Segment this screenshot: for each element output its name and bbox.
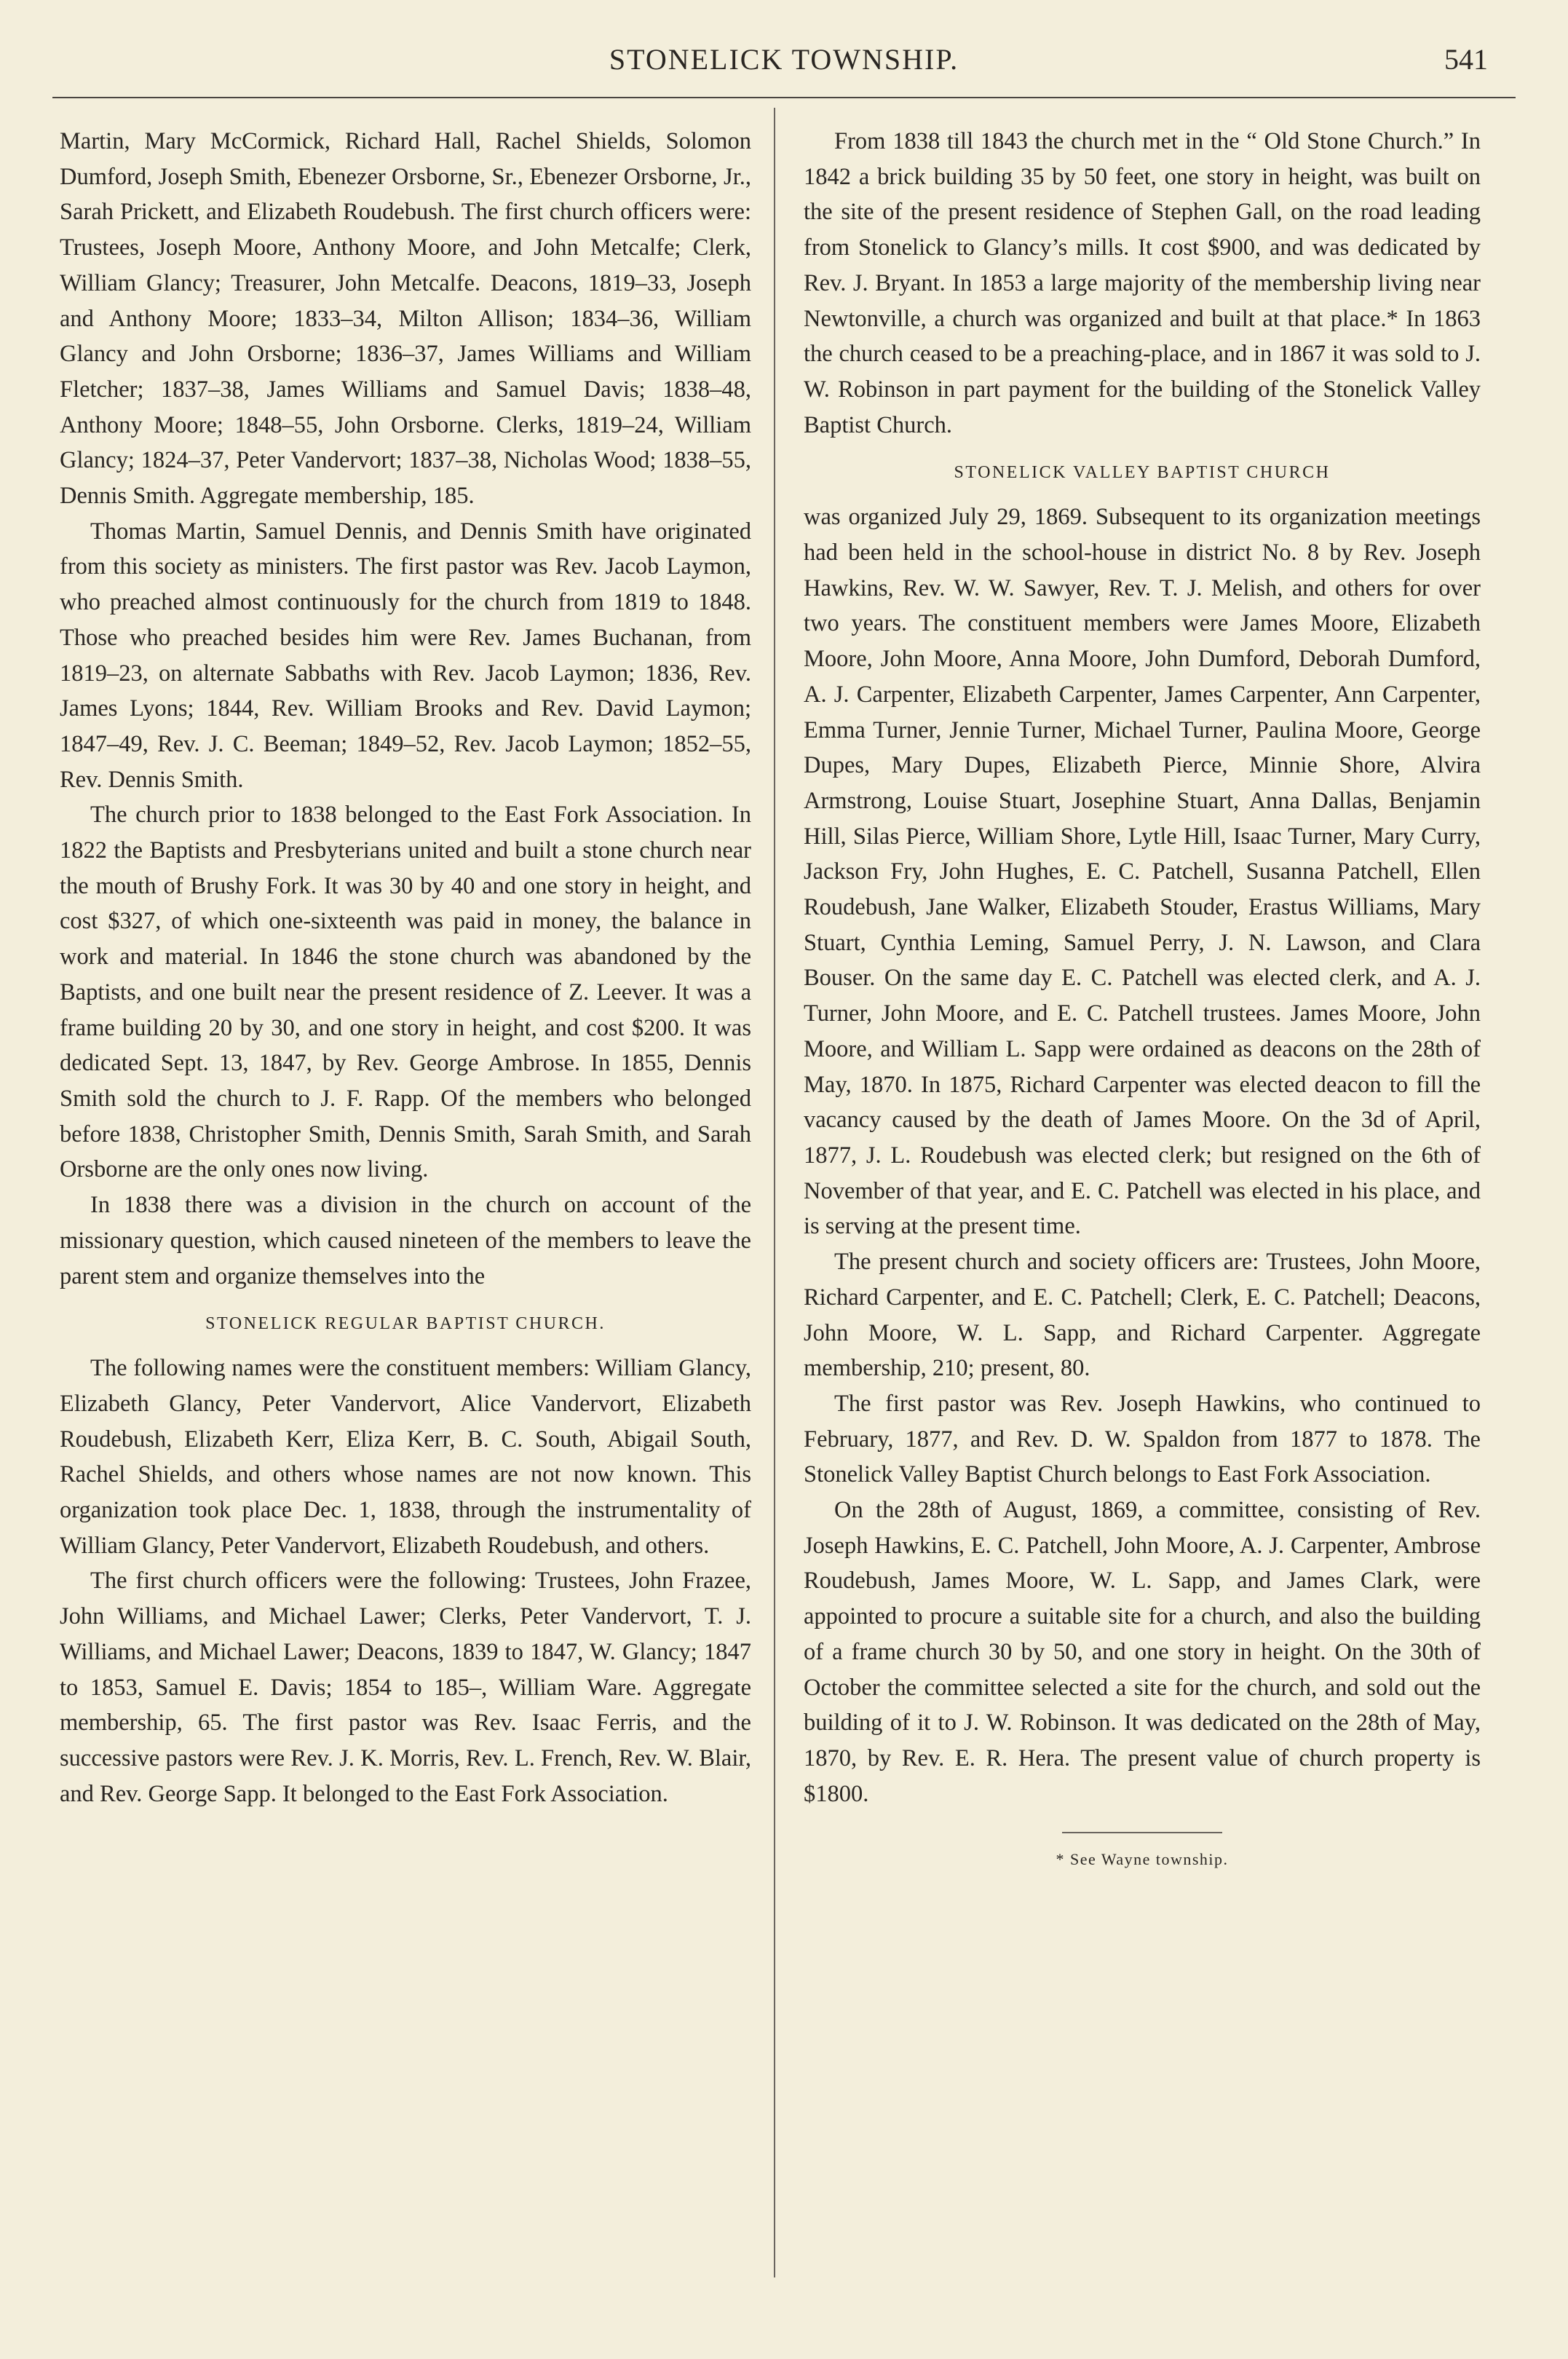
footnote: * See Wayne township. [1056,1850,1229,1869]
paragraph: From 1838 till 1843 the church met in the “ Old Stone Church.” In 1842 a brick building 35 by 50 feet, one story in height, was built on the site of the present residence of Stephen Gall, on the road leading from Stonelick to Glancy’s mills. It cost $900, and was dedicated by Rev. J. Bryant. In 1853 a large majority of the membership living near Newtonville, a church was organized and built at that place.* In 1863 the church ceased to be a preaching-place, and in 1867 it was sold to J. W. Robinson in part payment for the building of the Stonelick Valley Baptist Church. [804,128,1481,438]
section-heading-regular-baptist: STONELICK REGULAR BAPTIST CHURCH. [205,1314,606,1334]
paragraph: In 1838 there was a division in the church on account of the missionary question, which caused nineteen of the members to leave the parent stem and organize themselves into the [60,1192,751,1289]
paragraph: On the 28th of August, 1869, a committee, consisting of Rev. Joseph Hawkins, E. C. Patchell, John Moore, A. J. Carpenter, Ambrose Roudebush, James Moore, W. L. Sapp, and James Clark, were appointed to procure a suitable site for a church, and also the building of a frame church 30 by 50, and one story in height. On the 30th of October the committee selected a site for the church, and sold out the building of it to J. W. Robinson. It was dedicated on the 28th of May, 1870, by Rev. E. R. Hera. The present value of church property is $1800. [804,1497,1481,1807]
paragraph: The church prior to 1838 belonged to the East Fork Association. In 1822 the Baptists and Presbyterians united and built a stone church near the mouth of Brushy Fork. It was 30 by 40 and one story in height, and cost $327, of which one-sixteenth was paid in money, the balance in work and material. In 1846 the stone church was abandoned by the Baptists, and one built near the present residence of Z. Leever. It was a frame building 20 by 30, and one story in height, and cost $200. It was dedicated Sept. 13, 1847, by Rev. George Ambrose. In 1855, Dennis Smith sold the church to J. F. Rapp. Of the members who belonged before 1838, Christopher Smith, Dennis Smith, Sarah Smith, and Sarah Orsborne are the only ones now living. [60,802,751,1183]
paragraph: Martin, Mary McCormick, Richard Hall, Rachel Shields, Solomon Dumford, Joseph Smith, Ebenezer Orsborne, Sr., Ebenezer Orsborne, Jr., Sarah Prickett, and Elizabeth Roudebush. The first church officers were: Trustees, Joseph Moore, Anthony Moore, and John Metcalfe; Clerk, William Glancy; Treasurer, John Metcalfe. Deacons, 1819–33, Joseph and Anthony Moore; 1833–34, Milton Allison; 1834–36, William Glancy and John Orsborne; 1836–37, James Williams and William Fletcher; 1837–38, James Williams and Samuel Davis; 1838–48, Anthony Moore; 1848–55, John Orsborne. Clerks, 1819–24, William Glancy; 1824–37, Peter Vandervort; 1837–38, Nicholas Wood; 1838–55, Dennis Smith. Aggregate membership, 185. [60,128,751,510]
running-header-title: STONELICK TOWNSHIP. [609,43,959,76]
section-heading-valley-baptist: STONELICK VALLEY BAPTIST CHURCH [954,463,1331,483]
paragraph: Thomas Martin, Samuel Dennis, and Dennis Smith have originated from this society as ministers. The first pastor was Rev. Jacob Laymon, who preached almost continuously for the church from 1819 to 1848. Those who preached besides him were Rev. James Buchanan, from 1819–23, on alternate Sabbaths with Rev. Jacob Laymon; 1836, Rev. James Lyons; 1844, Rev. William Brooks and Rev. David Laymon; 1847–49, Rev. J. C. Beeman; 1849–52, Rev. Jacob Laymon; 1852–55, Rev. Dennis Smith. [60,518,751,793]
paragraph: The following names were the constituent members: William Glancy, Elizabeth Glancy, Peter Vandervort, Alice Vandervort, Elizabeth Roudebush, Elizabeth Kerr, Eliza Kerr, B. C. South, Abigail South, Rachel Shields, and others whose names are not now known. This organization took place Dec. 1, 1838, through the instrumentality of William Glancy, Peter Vandervort, Elizabeth Roudebush, and others. [60,1355,751,1559]
header-rule [52,97,1516,98]
right-column [804,124,1481,1871]
paragraph: The first pastor was Rev. Joseph Hawkins, who continued to February, 1877, and Rev. D. W. Spaldon from 1877 to 1878. The Stonelick Valley Baptist Church belongs to East Fork Association. [804,1390,1481,1488]
column-divider [774,108,775,2277]
page-number: 541 [1444,43,1488,76]
paragraph: The first church officers were the following: Trustees, John Frazee, John Williams, and Michael Lawer; Clerks, Peter Vandervort, T. J. Williams, and Michael Lawer; Deacons, 1839 to 1847, W. Glancy; 1847 to 1853, Samuel E. Davis; 1854 to 185–, William Ware. Aggregate membership, 65. The first pastor was Rev. Isaac Ferris, and the successive pastors were Rev. J. K. Morris, Rev. L. French, Rev. W. Blair, and Rev. George Sapp. It belonged to the East Fork Association. [60,1568,751,1807]
footnote-rule [1062,1832,1222,1833]
paragraph: was organized July 29, 1869. Subsequent to its organization meetings had been held in the school-house in district No. 8 by Rev. Joseph Hawkins, Rev. W. W. Sawyer, Rev. T. J. Melish, and others for over two years. The constituent members were James Moore, Elizabeth Moore, John Moore, Anna Moore, John Dumford, Deborah Dumford, A. J. Carpenter, Elizabeth Carpenter, James Carpenter, Ann Carpenter, Emma Turner, Jennie Turner, Michael Turner, Paulina Moore, George Dupes, Mary Dupes, Elizabeth Pierce, Minnie Shore, Alvira Armstrong, Louise Stuart, Josephine Stuart, Anna Dallas, Benjamin Hill, Silas Pierce, William Shore, Lytle Hill, Isaac Turner, Mary Curry, Jackson Fry, John Hughes, E. C. Patchell, Susanna Patchell, Ellen Roudebush, Jane Walker, Elizabeth Stouder, Erastus Williams, Mary Stuart, Cynthia Leming, Samuel Perry, J. N. Lawson, and Clara Bouser. On the same day E. C. Patchell was elected clerk, and A. J. Turner, John Moore, and E. C. Patchell trustees. James Moore, John Moore, and William L. Sapp were ordained as deacons on the 28th of May, 1870. In 1875, Richard Carpenter was elected deacon to fill the vacancy caused by the death of James Moore. On the 3d of April, 1877, J. L. Roudebush was elected clerk; but resigned on the 6th of November of that year, and E. C. Patchell was elected in his place, and is serving at the present time. [804,504,1481,1240]
paragraph: The present church and society officers are: Trustees, John Moore, Richard Carpenter, and E. C. Patchell; Clerk, E. C. Patchell; Deacons, John Moore, W. L. Sapp, and Richard Carpenter. Aggregate membership, 210; present, 80. [804,1249,1481,1382]
left-column [60,124,751,1811]
